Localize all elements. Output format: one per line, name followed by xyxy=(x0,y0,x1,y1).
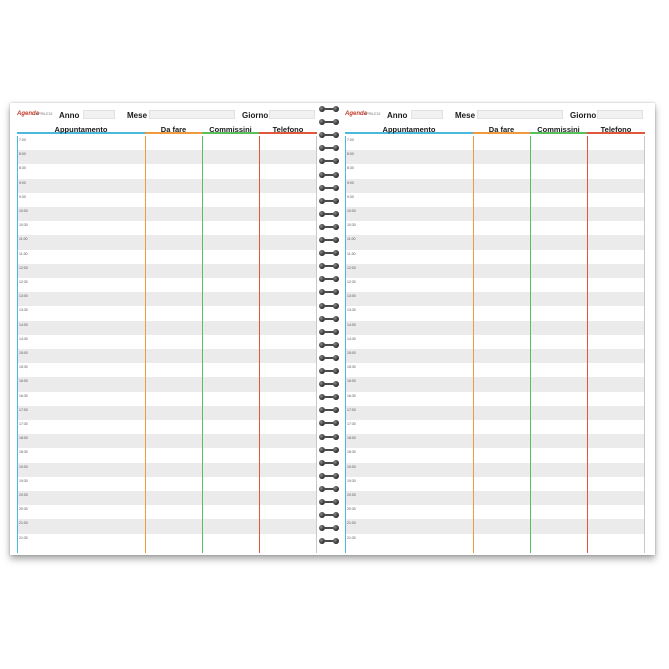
time-label: 16:00 xyxy=(19,379,28,384)
column-divider xyxy=(473,136,474,553)
time-label: 11:30 xyxy=(19,251,28,256)
time-label: 14:30 xyxy=(19,336,28,341)
time-slot-row[interactable] xyxy=(345,179,645,193)
ring-hole xyxy=(333,276,339,282)
time-slot-row[interactable] xyxy=(17,463,317,477)
anno-label: Anno xyxy=(387,111,408,120)
ring-hole xyxy=(333,250,339,256)
time-slot-row[interactable] xyxy=(345,377,645,391)
time-label: 17:30 xyxy=(19,422,28,426)
time-label: 12:00 xyxy=(19,265,28,270)
time-label: 9:30 xyxy=(347,194,354,199)
time-slot-row[interactable] xyxy=(345,335,645,349)
time-slot-row[interactable] xyxy=(17,207,317,221)
time-slot-row[interactable] xyxy=(17,164,317,178)
time-label: 21:00 xyxy=(347,521,356,526)
time-slot-row[interactable] xyxy=(345,193,645,207)
time-slot-row[interactable] xyxy=(17,377,317,391)
ring-hole xyxy=(333,316,339,322)
spiral-ring xyxy=(316,485,342,493)
time-label: 18:00 xyxy=(19,436,28,441)
time-slot-row[interactable] xyxy=(345,363,645,377)
spiral-ring xyxy=(316,511,342,519)
column-header-telefono: Telefono xyxy=(259,125,317,134)
ring-hole xyxy=(333,211,339,217)
time-label: 19:00 xyxy=(347,464,356,469)
logo-subtitle: APRILE19 xyxy=(36,112,53,116)
ring-hole xyxy=(333,224,339,230)
time-slot-row[interactable] xyxy=(17,420,317,434)
ring-hole xyxy=(333,289,339,295)
ring-hole xyxy=(333,145,339,151)
ring-hole xyxy=(333,355,339,361)
spiral-ring xyxy=(316,419,342,427)
time-slot-row[interactable] xyxy=(345,448,645,462)
spiral-ring xyxy=(316,262,342,270)
time-label: 14:00 xyxy=(347,322,356,327)
spiral-ring xyxy=(316,236,342,244)
ring-hole xyxy=(333,119,339,125)
time-slot-row[interactable] xyxy=(17,150,317,164)
time-label: 13:30 xyxy=(347,308,356,313)
time-label: 12:00 xyxy=(347,265,356,270)
schedule-grid xyxy=(345,136,645,553)
time-label: 18:00 xyxy=(347,436,356,441)
time-label: 14:00 xyxy=(19,322,28,327)
ring-hole xyxy=(333,263,339,269)
time-slot-row[interactable] xyxy=(345,434,645,448)
time-label: 9:00 xyxy=(19,180,26,185)
column-divider xyxy=(17,136,18,553)
ring-hole xyxy=(333,499,339,505)
ring-hole xyxy=(333,486,339,492)
time-slot-row[interactable] xyxy=(17,448,317,462)
ring-hole xyxy=(333,198,339,204)
time-slot-row[interactable] xyxy=(345,250,645,264)
ring-hole xyxy=(333,303,339,309)
time-label: 15:30 xyxy=(19,365,28,370)
time-label: 13:00 xyxy=(347,294,356,299)
column-header-appuntamento: Appuntamento xyxy=(17,125,145,134)
time-slot-row[interactable] xyxy=(17,335,317,349)
time-slot-row[interactable] xyxy=(345,534,645,548)
spiral-ring xyxy=(316,472,342,480)
logo-text: Agenda xyxy=(17,111,40,117)
time-label: 10:00 xyxy=(19,209,28,213)
ring-hole xyxy=(333,473,339,479)
time-slot-row[interactable] xyxy=(17,363,317,377)
column-divider xyxy=(145,136,146,553)
time-label: 7:00 xyxy=(347,138,354,142)
mese-label: Mese xyxy=(127,111,148,120)
time-slot-row[interactable] xyxy=(345,164,645,178)
column-divider xyxy=(345,136,346,553)
ring-hole xyxy=(333,237,339,243)
schedule-grid xyxy=(17,136,317,553)
ring-hole xyxy=(333,434,339,440)
spiral-ring xyxy=(316,157,342,165)
spiral-ring xyxy=(316,341,342,349)
spiral-ring xyxy=(316,131,342,139)
spiral-ring xyxy=(316,446,342,454)
time-label: 14:30 xyxy=(347,336,356,341)
time-slot-row[interactable] xyxy=(345,207,645,221)
spiral-ring xyxy=(316,144,342,152)
time-slot-row[interactable] xyxy=(17,321,317,335)
ring-hole xyxy=(333,172,339,178)
page-header xyxy=(17,109,317,123)
column-divider xyxy=(587,136,588,553)
giorno-field[interactable] xyxy=(597,110,643,119)
time-label: 12:30 xyxy=(19,280,28,284)
time-label: 9:30 xyxy=(19,194,26,199)
mese-field[interactable] xyxy=(149,110,235,119)
time-label: 11:30 xyxy=(347,251,356,256)
time-label: 20:30 xyxy=(19,507,28,512)
time-label: 21:30 xyxy=(347,535,356,540)
time-slot-row[interactable] xyxy=(345,463,645,477)
time-slot-row[interactable] xyxy=(345,349,645,363)
ring-hole xyxy=(333,106,339,112)
time-label: 10:30 xyxy=(19,223,28,228)
spiral-ring xyxy=(316,249,342,257)
spiral-ring xyxy=(316,433,342,441)
column-divider xyxy=(202,136,203,553)
time-label: 11:00 xyxy=(347,237,356,242)
time-slot-row[interactable] xyxy=(17,306,317,320)
time-label: 20:00 xyxy=(347,493,356,497)
ring-hole xyxy=(333,158,339,164)
giorno-label: Giorno xyxy=(570,111,597,120)
time-slot-row[interactable] xyxy=(17,264,317,278)
time-label: 12:30 xyxy=(347,280,356,284)
time-label: 20:00 xyxy=(19,493,28,497)
time-label: 15:30 xyxy=(347,365,356,370)
time-slot-row[interactable] xyxy=(17,392,317,406)
time-label: 8:30 xyxy=(19,166,26,171)
time-label: 10:30 xyxy=(347,223,356,228)
time-slot-row[interactable] xyxy=(17,505,317,519)
logo-text: Agenda xyxy=(345,111,368,117)
time-label: 15:00 xyxy=(347,351,356,355)
time-label: 13:30 xyxy=(19,308,28,313)
spiral-ring xyxy=(316,210,342,218)
ring-hole xyxy=(333,394,339,400)
time-label: 21:30 xyxy=(19,535,28,540)
column-header-commissini: Commissini xyxy=(530,125,587,134)
column-divider xyxy=(644,136,645,553)
giorno-label: Giorno xyxy=(242,111,269,120)
time-slot-row[interactable] xyxy=(17,519,317,533)
time-slot-row[interactable] xyxy=(345,406,645,420)
ring-hole xyxy=(333,447,339,453)
ring-hole xyxy=(333,342,339,348)
ring-hole xyxy=(333,407,339,413)
spiral-ring xyxy=(316,223,342,231)
time-label: 11:00 xyxy=(19,237,28,242)
time-slot-row[interactable] xyxy=(345,264,645,278)
right-page xyxy=(345,109,645,553)
spiral-ring xyxy=(316,105,342,113)
time-label: 16:00 xyxy=(347,379,356,384)
spiral-ring xyxy=(316,328,342,336)
spiral-ring xyxy=(316,354,342,362)
spiral-ring xyxy=(316,275,342,283)
time-slot-row[interactable] xyxy=(17,434,317,448)
mese-label: Mese xyxy=(455,111,476,120)
time-label: 19:00 xyxy=(19,464,28,469)
column-divider xyxy=(530,136,531,553)
spiral-ring xyxy=(316,393,342,401)
left-page xyxy=(17,109,317,553)
column-headers xyxy=(17,125,317,136)
ring-hole xyxy=(333,460,339,466)
spiral-ring xyxy=(316,367,342,375)
time-slot-row[interactable] xyxy=(17,534,317,548)
spiral-ring xyxy=(316,184,342,192)
anno-label: Anno xyxy=(59,111,80,120)
ring-hole xyxy=(333,512,339,518)
time-slot-row[interactable] xyxy=(345,505,645,519)
time-slot-row[interactable] xyxy=(345,420,645,434)
time-label: 17:00 xyxy=(347,407,356,412)
time-slot-row[interactable] xyxy=(345,235,645,249)
column-headers xyxy=(345,125,645,136)
time-label: 16:30 xyxy=(19,393,28,398)
spiral-ring xyxy=(316,171,342,179)
ring-hole xyxy=(333,329,339,335)
time-slot-row[interactable] xyxy=(17,477,317,491)
time-label: 20:30 xyxy=(347,507,356,512)
ring-hole xyxy=(333,132,339,138)
time-slot-row[interactable] xyxy=(17,221,317,235)
time-slot-row[interactable] xyxy=(345,278,645,292)
column-header-commissini: Commissini xyxy=(202,125,259,134)
column-header-telefono: Telefono xyxy=(587,125,645,134)
ring-hole xyxy=(333,185,339,191)
spiral-ring xyxy=(316,459,342,467)
giorno-field[interactable] xyxy=(269,110,315,119)
spiral-ring xyxy=(316,118,342,126)
spiral-ring xyxy=(316,302,342,310)
time-label: 18:30 xyxy=(19,450,28,455)
spiral-ring xyxy=(316,315,342,323)
spiral-ring xyxy=(316,498,342,506)
time-label: 8:00 xyxy=(347,152,354,157)
spiral-ring xyxy=(316,537,342,545)
ring-hole xyxy=(333,368,339,374)
anno-field[interactable] xyxy=(411,110,443,119)
time-slot-row[interactable] xyxy=(345,292,645,306)
time-slot-row[interactable] xyxy=(345,150,645,164)
ring-hole xyxy=(333,538,339,544)
agenda-logo xyxy=(17,111,53,117)
time-label: 7:00 xyxy=(19,138,26,142)
mese-field[interactable] xyxy=(477,110,563,119)
time-slot-row[interactable] xyxy=(17,235,317,249)
spiral-binding xyxy=(316,105,342,550)
time-slot-row[interactable] xyxy=(17,349,317,363)
column-header-da-fare: Da fare xyxy=(145,125,202,134)
time-slot-row[interactable] xyxy=(345,477,645,491)
time-label: 9:00 xyxy=(347,180,354,185)
ring-hole xyxy=(333,525,339,531)
time-slot-row[interactable] xyxy=(17,406,317,420)
column-header-da-fare: Da fare xyxy=(473,125,530,134)
page-header xyxy=(345,109,645,123)
planner-spread xyxy=(10,103,655,555)
column-divider xyxy=(259,136,260,553)
time-label: 13:00 xyxy=(19,294,28,299)
time-slot-row[interactable] xyxy=(17,292,317,306)
ring-hole xyxy=(333,420,339,426)
time-slot-row[interactable] xyxy=(345,306,645,320)
time-label: 8:00 xyxy=(19,152,26,157)
time-slot-row[interactable] xyxy=(17,136,317,150)
time-slot-row[interactable] xyxy=(17,491,317,505)
logo-subtitle: APRILE19 xyxy=(364,112,381,116)
ring-hole xyxy=(333,381,339,387)
spiral-ring xyxy=(316,524,342,532)
time-label: 21:00 xyxy=(19,521,28,526)
time-slot-row[interactable] xyxy=(345,392,645,406)
time-slot-row[interactable] xyxy=(17,193,317,207)
time-slot-row[interactable] xyxy=(345,491,645,505)
time-label: 17:30 xyxy=(347,422,356,426)
time-label: 17:00 xyxy=(19,407,28,412)
time-label: 8:30 xyxy=(347,166,354,171)
anno-field[interactable] xyxy=(83,110,115,119)
time-slot-row[interactable] xyxy=(17,250,317,264)
time-slot-row[interactable] xyxy=(345,321,645,335)
time-label: 15:00 xyxy=(19,351,28,355)
time-slot-row[interactable] xyxy=(17,278,317,292)
agenda-logo xyxy=(345,111,381,117)
spiral-ring xyxy=(316,288,342,296)
time-label: 16:30 xyxy=(347,393,356,398)
time-label: 18:30 xyxy=(347,450,356,455)
spiral-ring xyxy=(316,406,342,414)
time-slot-row[interactable] xyxy=(345,136,645,150)
spiral-ring xyxy=(316,197,342,205)
time-label: 19:30 xyxy=(347,478,356,483)
time-label: 10:00 xyxy=(347,209,356,213)
time-label: 19:30 xyxy=(19,478,28,483)
time-slot-row[interactable] xyxy=(345,221,645,235)
time-slot-row[interactable] xyxy=(17,179,317,193)
spiral-ring xyxy=(316,380,342,388)
time-slot-row[interactable] xyxy=(345,519,645,533)
column-header-appuntamento: Appuntamento xyxy=(345,125,473,134)
